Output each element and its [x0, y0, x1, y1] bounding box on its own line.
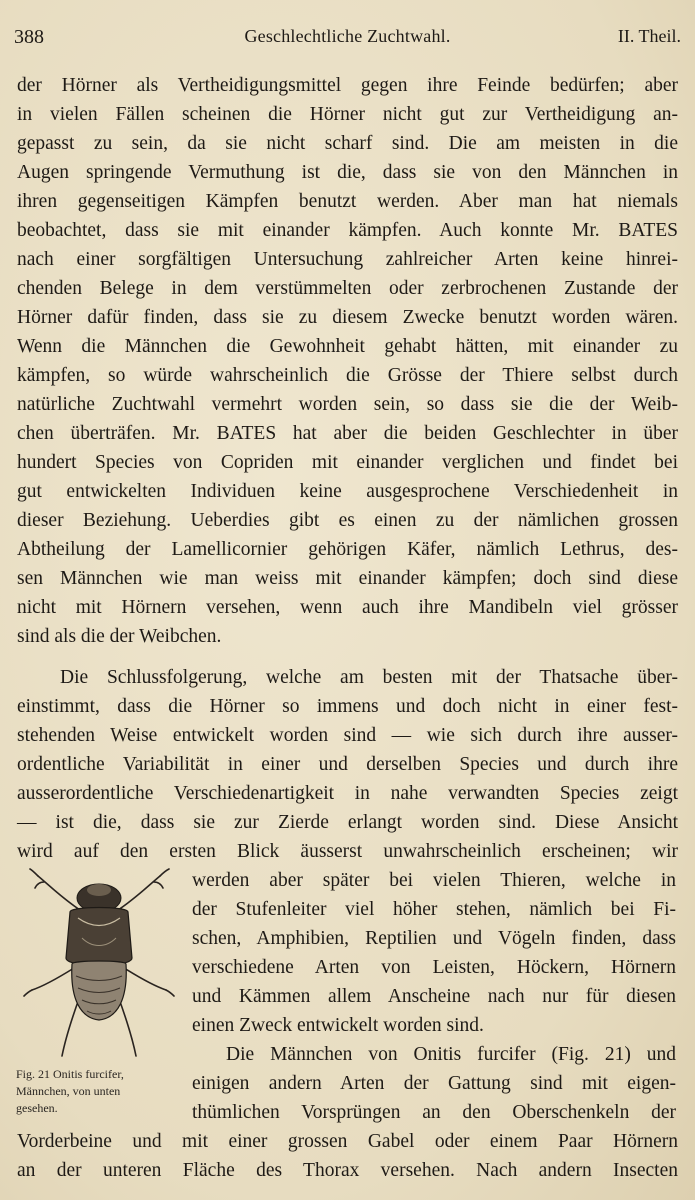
caption-line: gesehen. [16, 1101, 58, 1115]
caption-line: Männchen, von unten [16, 1084, 121, 1098]
text-line: sind als die der Weibchen. [17, 626, 222, 647]
text-line: schen, Amphibien, Reptilien und Vögeln finden, dass [192, 928, 676, 949]
text-line: in vielen Fällen scheinen die Hörner nicht gut zur Vertheidigung an- [17, 104, 678, 125]
text-line: einstimmt, dass die Hörner so immens und doch nicht in einer fest- [17, 696, 678, 717]
text-line: Hörner dafür finden, dass sie zu diesem Zwecke benutzt worden wären. [17, 307, 678, 328]
text-line: thümlichen Vorsprüngen an den Oberschenkeln der [192, 1102, 676, 1123]
text-line: ihren gegenseitigen Kämpfen benutzt werden. Aber man hat niemals [17, 191, 678, 212]
page-number: 388 [14, 26, 44, 48]
text-line: einen Zweck entwickelt worden sind. [192, 1015, 484, 1036]
text-line: werden aber später bei vielen Thieren, welche in [192, 870, 676, 891]
text-line: beobachtet, dass sie mit einander kämpfen. Auch konnte Mr. BATES [17, 220, 678, 241]
text-line: an der unteren Fläche des Thorax versehen. Nach andern Insecten [17, 1160, 678, 1181]
text-line: und Kämmen allem Anscheine nach nur für diesen [192, 986, 676, 1007]
text-line: Die Schlussfolgerung, welche am besten mit der Thatsache über- [60, 667, 678, 688]
text-line: der Stufenleiter viel höher stehen, nämlich bei Fi- [192, 899, 676, 920]
text-line: gepasst zu sein, da sie nicht scharf sind. Die am meisten in die [17, 133, 678, 154]
text-line: dieser Beziehung. Ueberdies gibt es einen zu der nämlichen grossen [17, 510, 678, 531]
text-line: hundert Species von Copriden mit einander verglichen und findet bei [17, 452, 678, 473]
beetle-illustration [22, 868, 187, 1063]
beetle-figure [22, 868, 187, 1063]
text-line: verschiedene Arten von Leisten, Höckern, Hörnern [192, 957, 676, 978]
text-line: einigen andern Arten der Gattung sind mit eigen- [192, 1073, 676, 1094]
text-line: nicht mit Hörnern versehen, wenn auch ihre Mandibeln viel grösser [17, 597, 678, 618]
text-line: chenden Belege in dem verstümmelten oder zerbrochenen Zustande der [17, 278, 678, 299]
running-title: Geschlechtliche Zuchtwahl. [244, 26, 451, 46]
text-line: gut entwickelten Individuen keine ausgesprochene Verschiedenheit in [17, 481, 678, 502]
text-line: wird auf den ersten Blick äusserst unwahrscheinlich erscheinen; wir [17, 841, 678, 862]
text-line: stehenden Weise entwickelt worden sind — wie sich durch ihre ausser- [17, 725, 678, 746]
part-label: II. Theil. [617, 26, 681, 46]
text-line: Augen springende Vermuthung ist die, dass sie von den Männchen in [17, 162, 678, 183]
text-line: kämpfen, so würde wahrscheinlich die Grösse der Thiere selbst durch [17, 365, 678, 386]
figure-caption [16, 1066, 186, 1117]
text-line: sen Männchen wie man weiss mit einander kämpfen; doch sind diese [17, 568, 678, 589]
page-header [14, 26, 681, 56]
text-line: nach einer sorgfältigen Untersuchung zahlreicher Arten keine hinrei- [17, 249, 678, 270]
text-line: Wenn die Männchen die Gewohnheit gehabt hätten, mit einander zu [17, 336, 678, 357]
text-line: Abtheilung der Lamellicornier gehörigen Käfer, nämlich Lethrus, des- [17, 539, 678, 560]
text-line: natürliche Zuchtwahl vermehrt worden sein, so dass sie die der Weib- [17, 394, 678, 415]
text-line: ausserordentliche Verschiedenartigkeit in nahe verwandten Species zeigt [17, 783, 678, 804]
text-line: ordentliche Variabilität in einer und derselben Species und durch ihre [17, 754, 678, 775]
text-line: Vorderbeine und mit einer grossen Gabel oder einem Paar Hörnern [17, 1131, 678, 1152]
caption-line: Fig. 21 Onitis furcifer, [16, 1067, 124, 1081]
text-line: Die Männchen von Onitis furcifer (Fig. 21) und [226, 1044, 676, 1065]
text-line: chen überträfen. Mr. BATES hat aber die beiden Geschlechter in über [17, 423, 678, 444]
text-line: — ist die, dass sie zur Zierde erlangt worden sind. Diese Ansicht [17, 812, 678, 833]
text-line: der Hörner als Vertheidigungsmittel gegen ihre Feinde bedürfen; aber [17, 75, 678, 96]
